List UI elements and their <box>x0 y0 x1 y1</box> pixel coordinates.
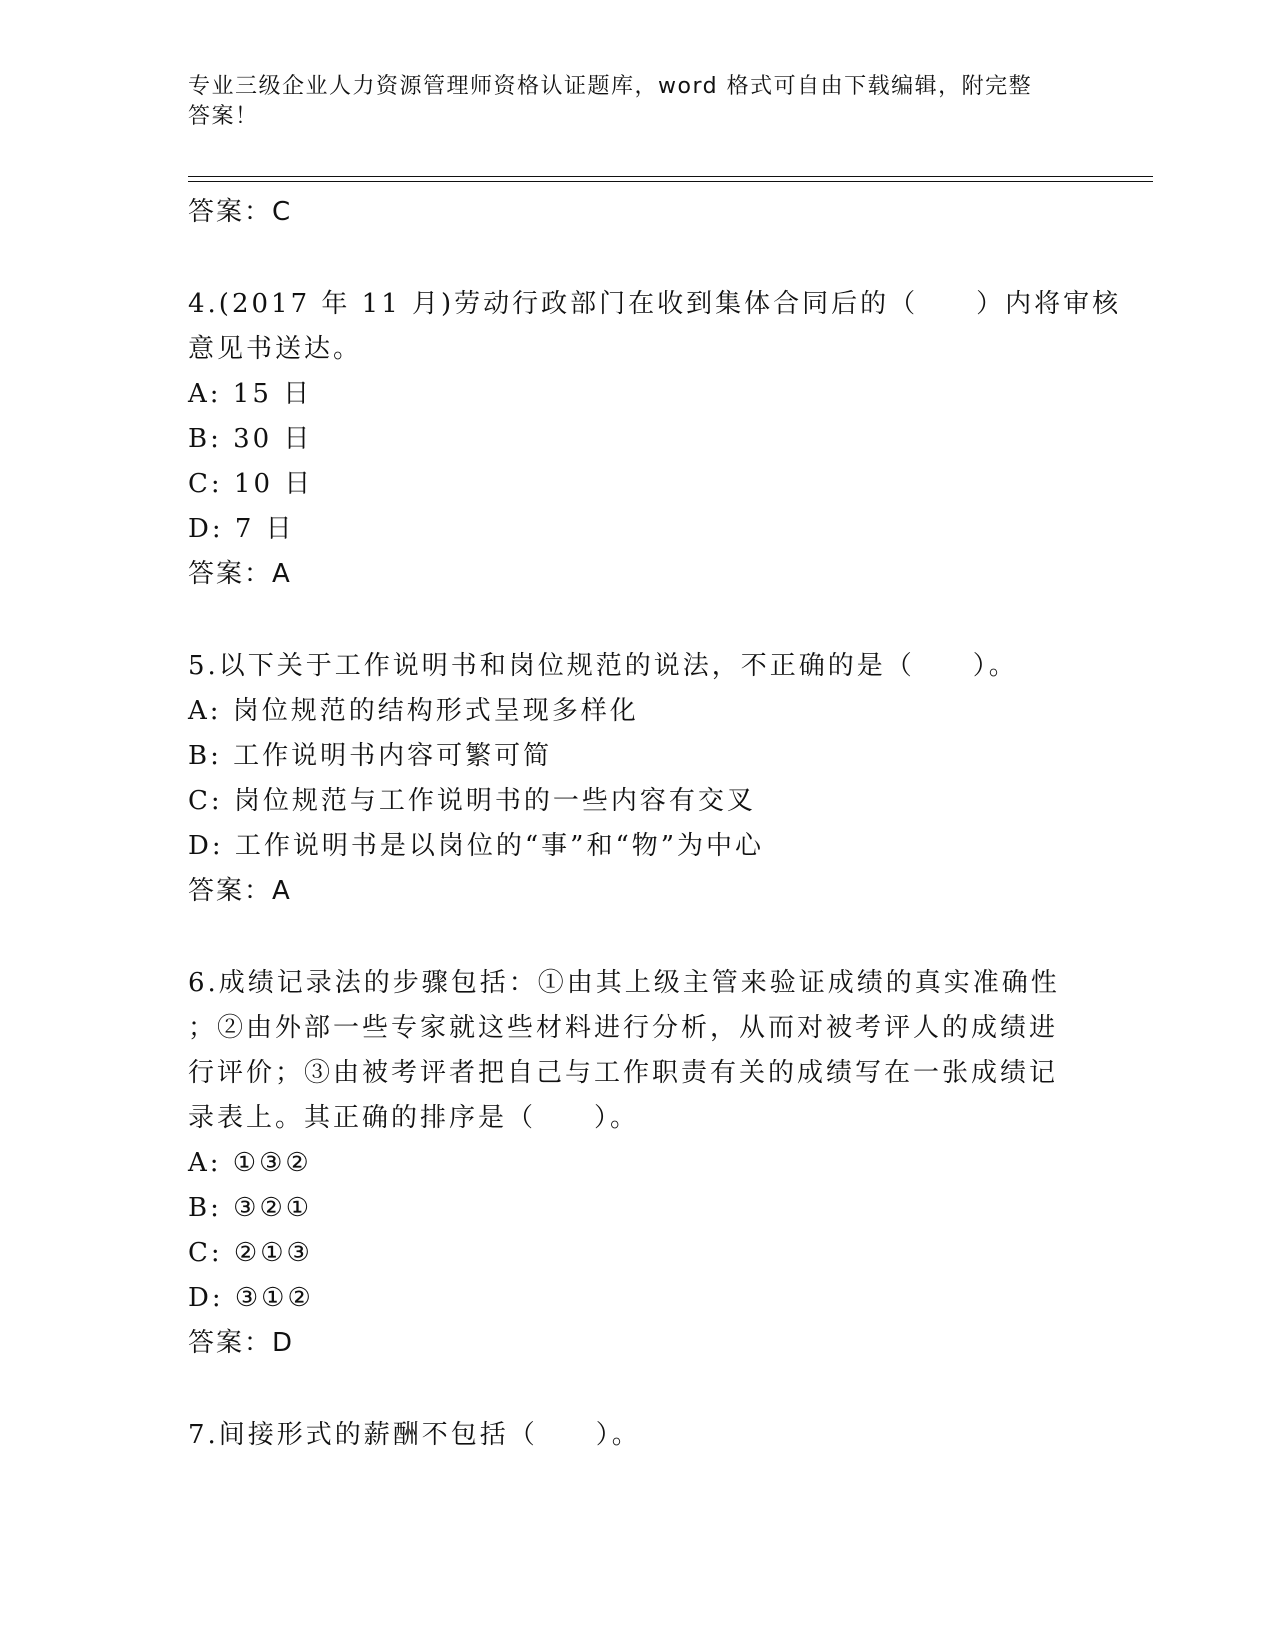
option-a: A: ①③② <box>188 1148 312 1178</box>
header-divider-top <box>188 176 1153 177</box>
question-5 <box>188 644 1088 914</box>
previous-answer: 答案：C <box>188 197 293 227</box>
question-list <box>188 190 1122 1458</box>
option-c: C: 10 日 <box>188 469 314 499</box>
option-a: A: 15 日 <box>188 379 313 409</box>
question-stem-line: 录表上。其正确的排序是（ ）。 <box>188 1103 640 1133</box>
answer: 答案：D <box>188 1328 295 1358</box>
question-stem-line: 6.成绩记录法的步骤包括：①由其上级主管来验证成绩的真实准确性 <box>188 968 1060 998</box>
option-c: C: 岗位规范与工作说明书的一些内容有交叉 <box>188 786 756 816</box>
question-stem-line: 5.以下关于工作说明书和岗位规范的说法，不正确的是（ ）。 <box>188 651 1018 681</box>
header-divider-bottom <box>188 181 1153 182</box>
question-4 <box>188 282 1122 597</box>
question-stem-line: 行评价；③由被考评者把自己与工作职责有关的成绩写在一张成绩记 <box>188 1058 1059 1088</box>
option-b: B: 工作说明书内容可繁可简 <box>188 741 553 771</box>
question-stem-line: 4.(2017 年 11 月)劳动行政部门在收到集体合同后的（ ）内将审核 <box>188 289 1122 319</box>
question-stem-line: 7.间接形式的薪酬不包括（ ）。 <box>188 1420 641 1450</box>
answer: 答案：A <box>188 876 292 906</box>
answer: 答案：A <box>188 559 292 589</box>
question-stem-line: ；②由外部一些专家就这些材料进行分析，从而对被考评人的成绩进 <box>188 1013 1059 1043</box>
option-d: D: 7 日 <box>188 514 295 544</box>
question-6 <box>188 961 1088 1366</box>
option-b: B: ③②① <box>188 1193 313 1223</box>
option-c: C: ②①③ <box>188 1238 313 1268</box>
option-b: B: 30 日 <box>188 424 313 454</box>
header-line-2: 答案！ <box>188 104 259 129</box>
question-7 <box>188 1413 1088 1458</box>
option-a: A: 岗位规范的结构形式呈现多样化 <box>188 696 639 726</box>
question-stem-line: 意见书送达。 <box>188 334 363 364</box>
option-d: D: ③①② <box>188 1283 314 1313</box>
option-d: D: 工作说明书是以岗位的“事”和“物”为中心 <box>188 831 765 861</box>
page-header <box>188 72 1088 132</box>
header-line-1: 专业三级企业人力资源管理师资格认证题库，word 格式可自由下载编辑，附完整 <box>188 74 1033 99</box>
